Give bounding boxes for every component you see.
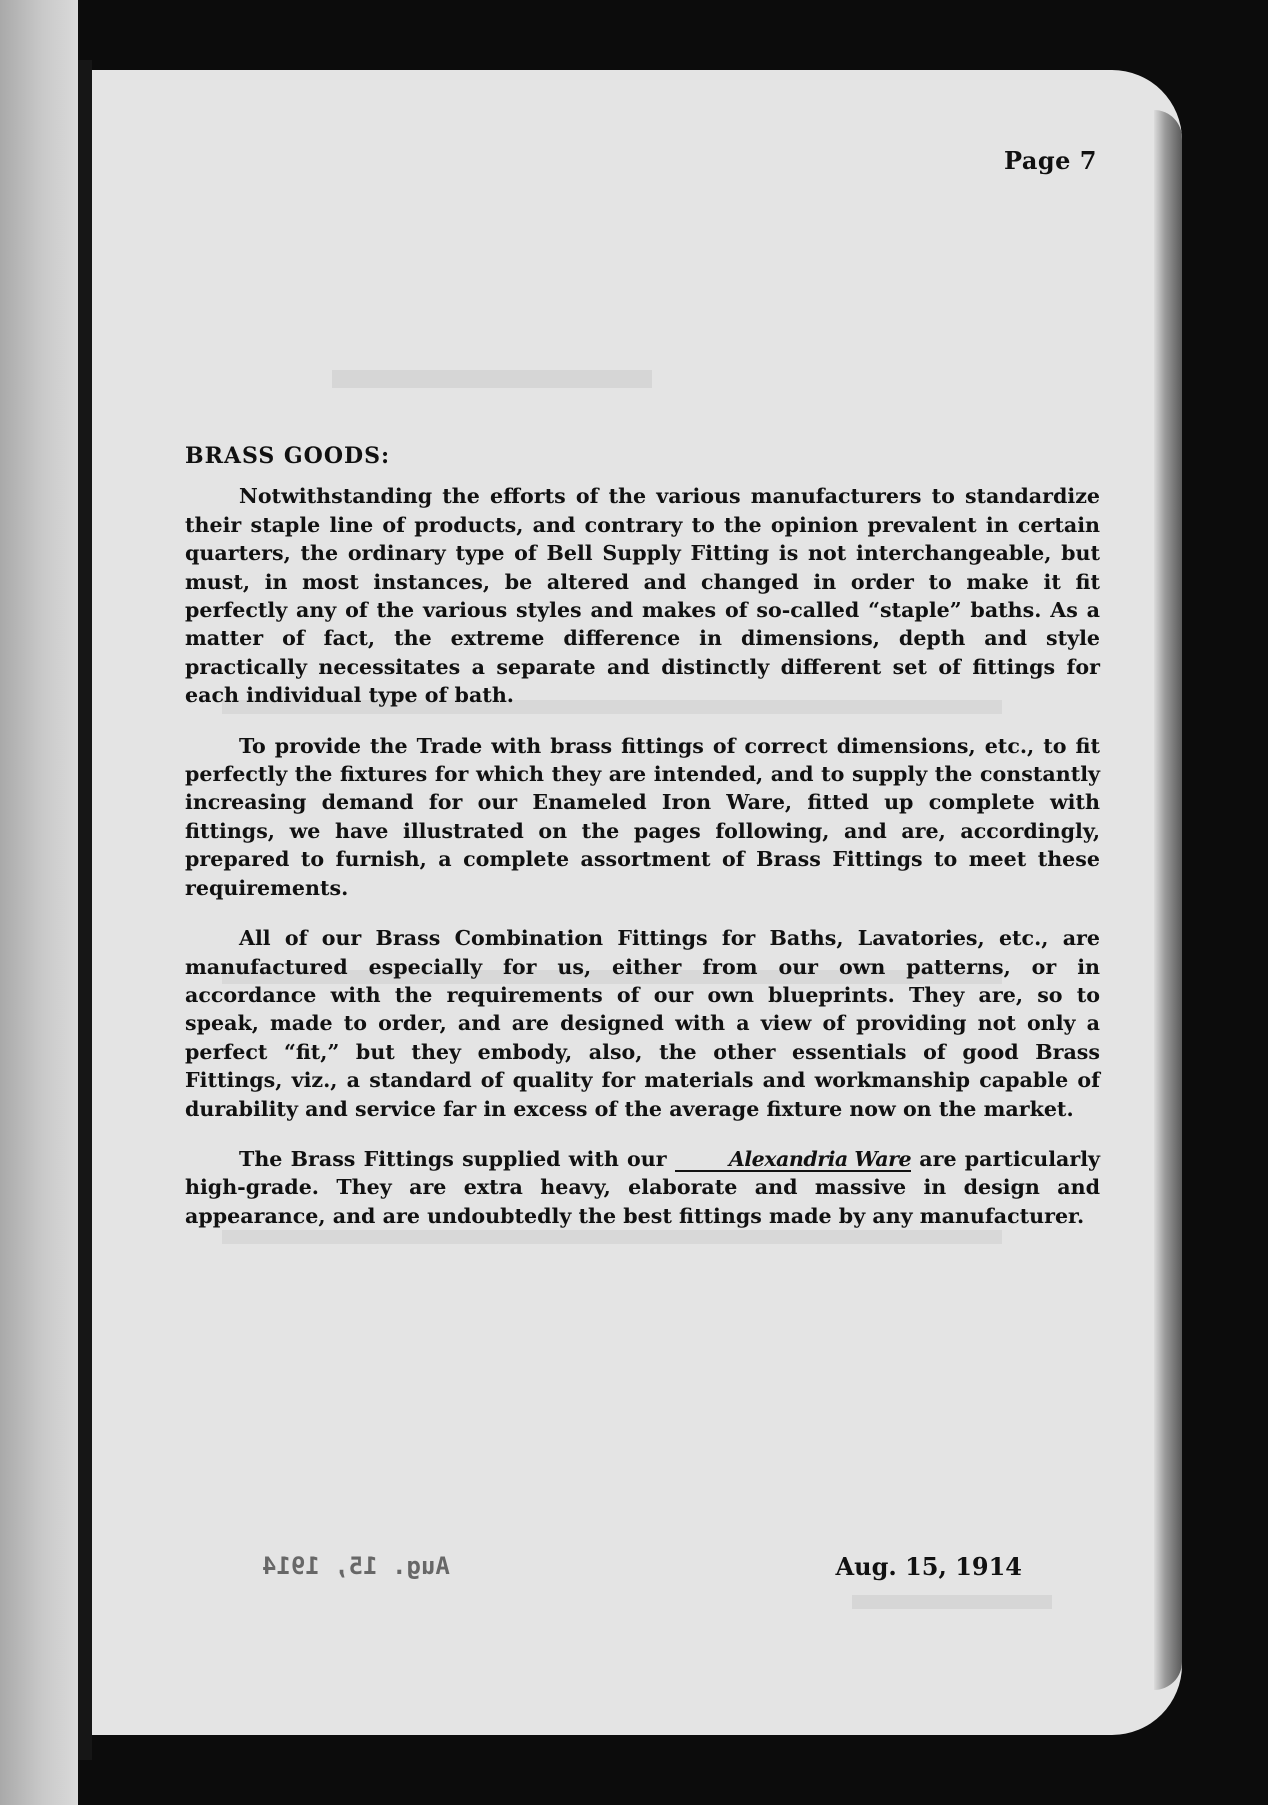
paragraph: All of our Brass Combination Fittings for Baths, Lavatories, etc., are manufactured especially for us, either from our own patterns, or in accordance with the requirements of our own blueprints. They are, so to speak, made to order, and are designed with a view of providing not only a perfect “fit,” but they embody, also, the other essentials of good Brass Fittings, viz., a standard of quality for materials and workmanship capable of durability and service far in excess of the average fixture now on the market. bbox=[185, 926, 1100, 1121]
brand-name: Alexandria Ware bbox=[675, 1148, 911, 1172]
paragraph-final bbox=[185, 1145, 1100, 1230]
page-edge-shadow bbox=[1154, 110, 1182, 1690]
book-binding bbox=[78, 60, 92, 1760]
page-date: Aug. 15, 1914 bbox=[835, 1552, 1022, 1581]
paragraph: To provide the Trade with brass fittings of correct dimensions, etc., to fit perfectly the fixtures for which they are intended, and to supply the constantly increasing demand for our Enameled Iron Ware, fitted up complete with fittings, we have illustrated on the pages following, and are, accordingly, prepared to furnish, a complete assortment of Brass Fittings to meet these requirements. bbox=[185, 733, 1100, 900]
page-body bbox=[185, 442, 1100, 1252]
document-page bbox=[92, 70, 1182, 1735]
show-through-line bbox=[852, 1595, 1052, 1609]
paragraph-text-after-brand: are particularly high-grade. They are extra heavy, elaborate and massive in design and appearance, and are undoubtedly the best fittings made by any manufacturer. bbox=[185, 1146, 1101, 1228]
page-number: Page 7 bbox=[1003, 146, 1097, 175]
adjacent-page-edge bbox=[0, 0, 78, 1805]
mirrored-date-show-through: Aug. 15, 1914 bbox=[262, 1552, 450, 1580]
show-through-line bbox=[332, 370, 652, 388]
section-heading: BRASS GOODS: bbox=[185, 443, 391, 469]
paragraph: Notwithstanding the efforts of the various manufacturers to standardize their staple line of products, and contrary to the opinion prevalent in certain quarters, the ordinary type of Bell Supply Fitting is not interchangeable, but must, in most instances, be altered and changed in order to make it fit perfectly any of the various styles and makes of so-called “staple” baths. As a matter of fact, the extreme difference in dimensions, depth and style practically necessitates a separate and distinctly different set of fittings for each individual type of bath. bbox=[185, 484, 1100, 708]
paragraph-text-before-brand: The Brass Fittings supplied with our bbox=[239, 1146, 667, 1171]
